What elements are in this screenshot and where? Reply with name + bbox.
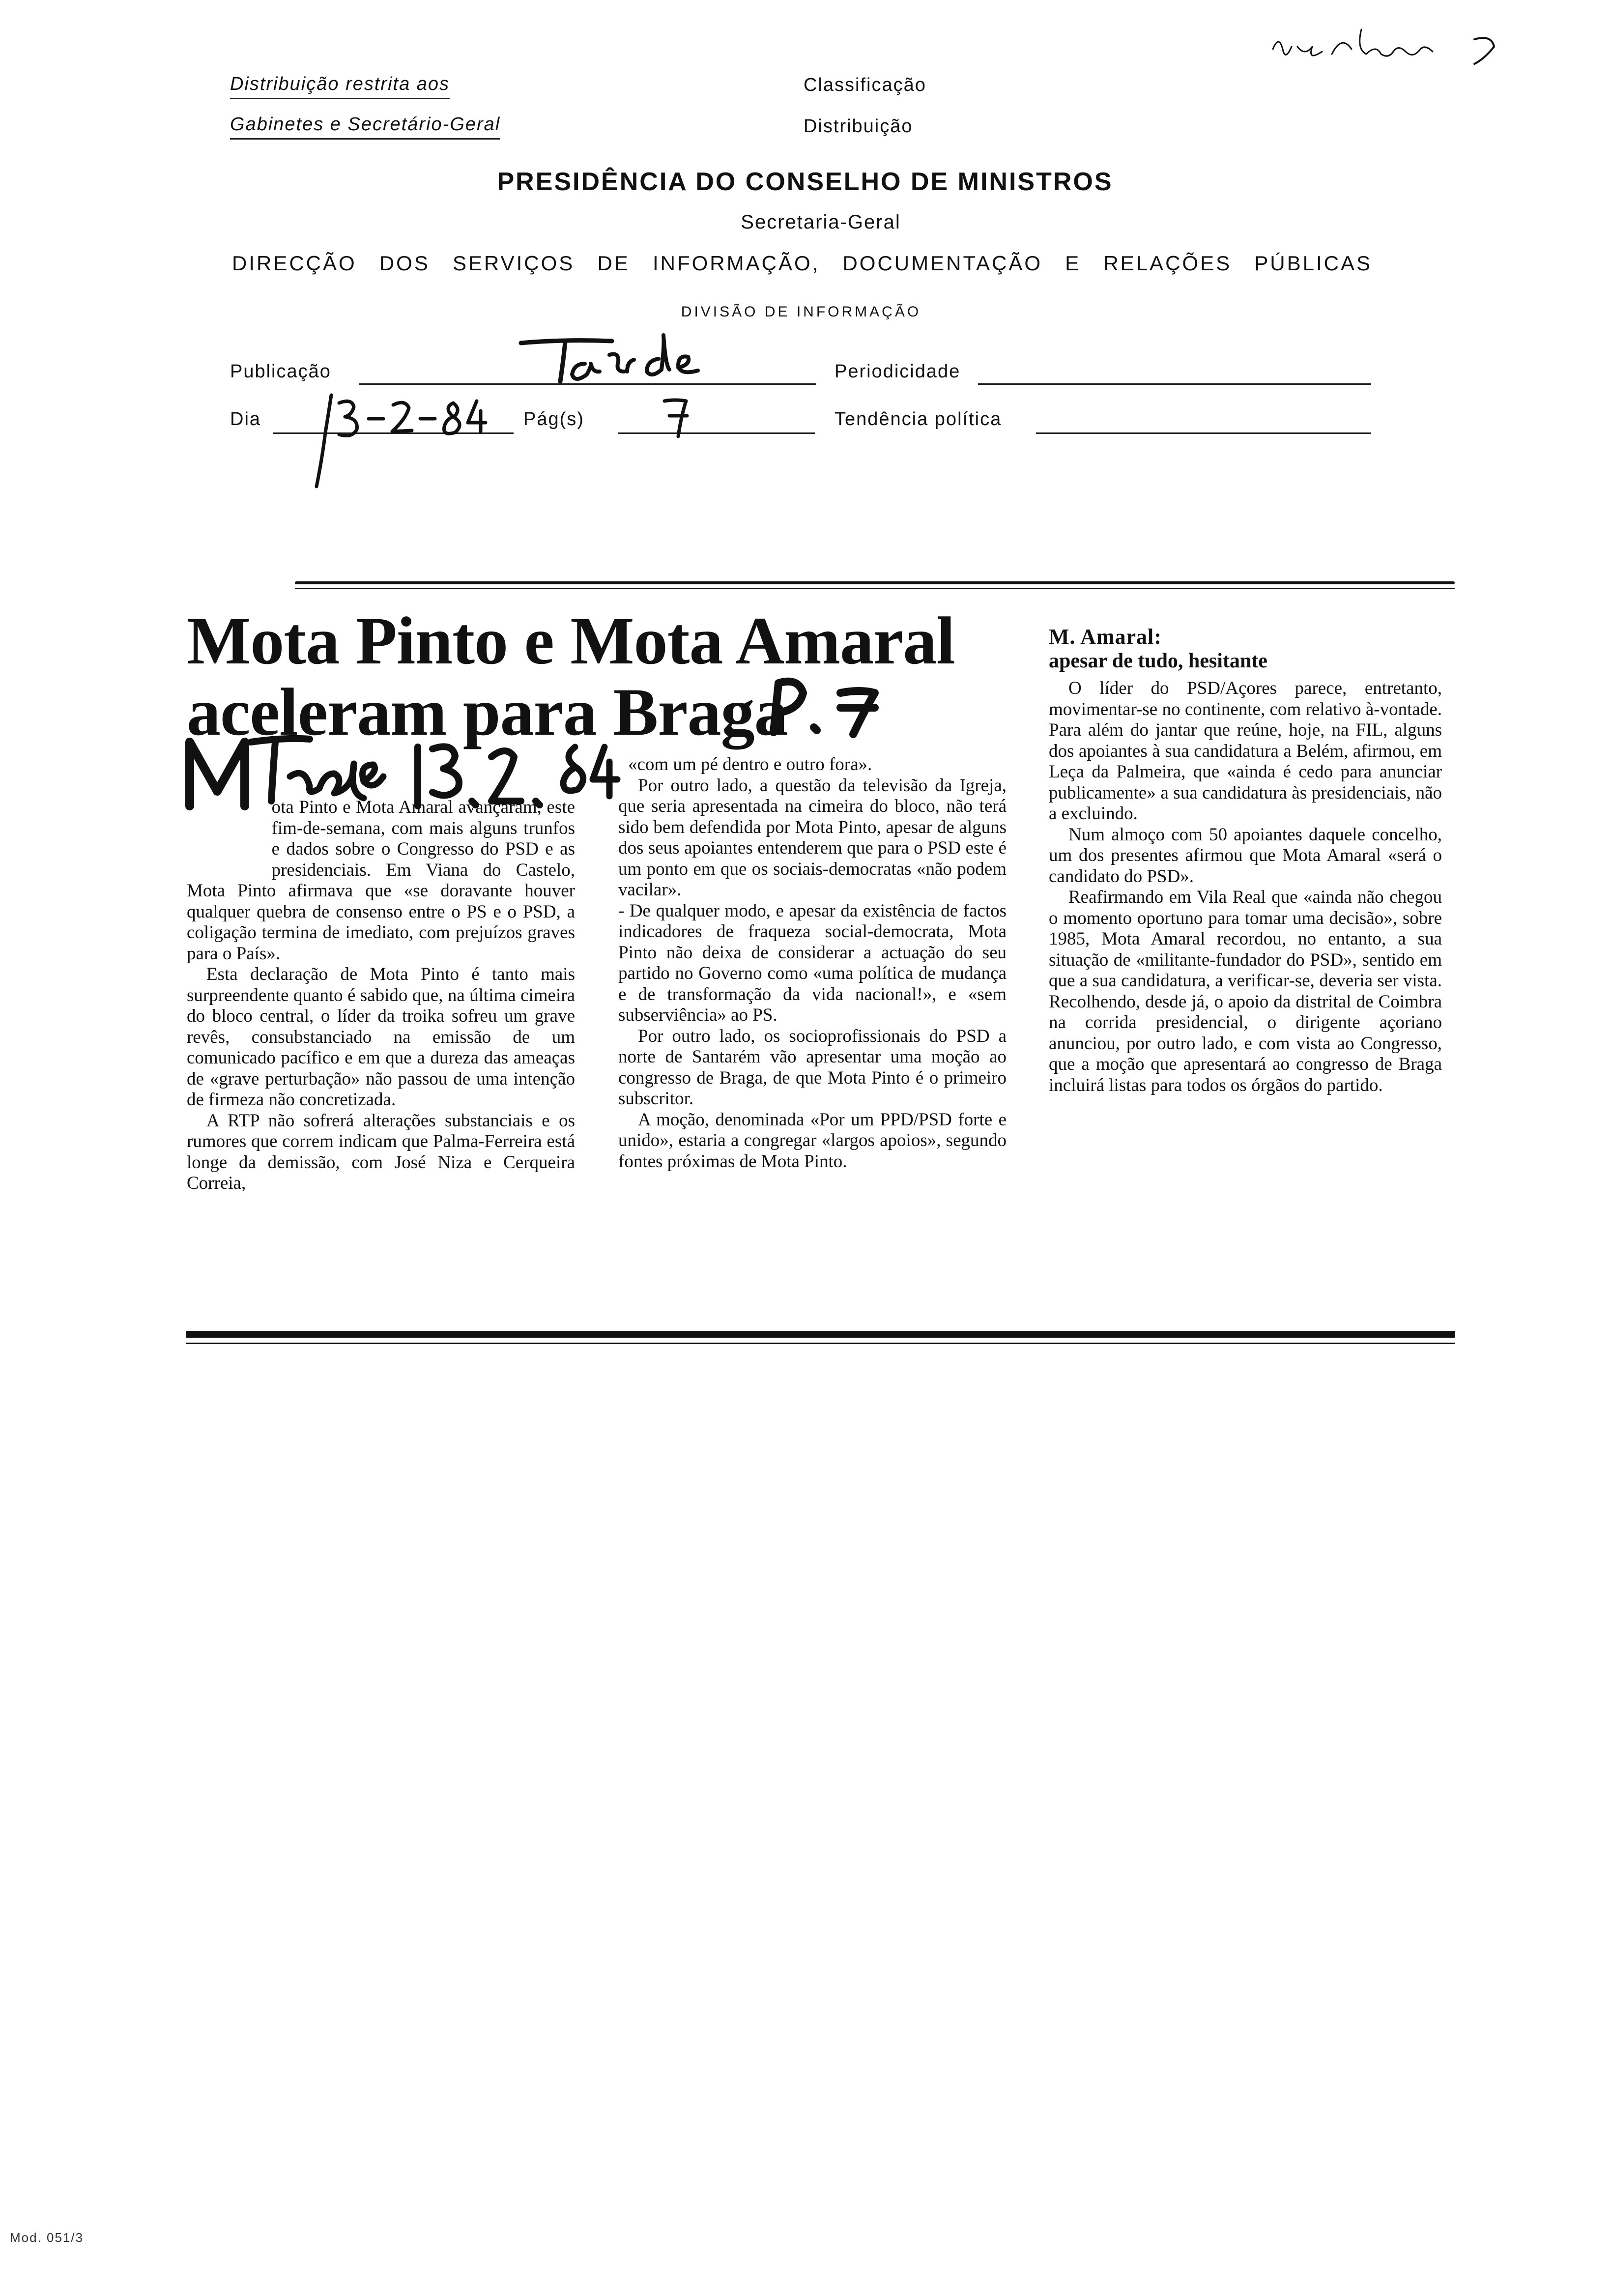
tendency-label: Tendência política bbox=[835, 409, 1002, 430]
distribution-recipients-line bbox=[230, 114, 500, 140]
col1-paragraph-2: Esta declaração de Mota Pinto é tanto mais surpreendente quanto é sabido que, na última cimeira do bloco central, o líder da troika sofreu um grave revês, consubstanciado na emissão de um comunicado pacífico e em que a dureza das ameaças de «grave perturbação» não passou de uma intenção de firmeza não concretizada. bbox=[187, 964, 575, 1110]
col1-paragraph-1-text: ota Pinto e Mota Amaral avançaram, este fim-de-semana, com mais alguns trunfos e dados sobre o Congresso do PSD e as presidenciais. Em Viana do Castelo, Mota Pinto afirmava que «se doravante houver qualquer quebra de consenso entre o PS e o PSD, a coligação termina de imediato, com prejuízos graves para o País». bbox=[187, 797, 575, 964]
distribution-label: Distribuição bbox=[804, 116, 913, 137]
col1-paragraph-3: A RTP não sofrerá alterações substanciais e os rumores que correm indicam que Palma-Ferreira está longe da demissão, com José Niza e Cerqueira Correia, bbox=[187, 1110, 575, 1193]
handwritten-annotation-top-right bbox=[1268, 20, 1524, 88]
col1-paragraph-1 bbox=[187, 797, 575, 964]
publication-handwritten-value bbox=[511, 324, 737, 388]
division-title bbox=[0, 304, 1612, 320]
pages-label: Pág(s) bbox=[523, 409, 584, 430]
periodicity-line bbox=[978, 383, 1371, 385]
periodicity-label: Periodicidade bbox=[835, 361, 961, 382]
col3-subhead-title: apesar de tudo, hesitante bbox=[1049, 649, 1267, 672]
col2-paragraph-5: A moção, denominada «Por um PPD/PSD forte e unido», estaria a congregar «largos apoios», segundo fontes próximas de Mota Pinto. bbox=[618, 1109, 1007, 1172]
pages-handwritten-value bbox=[659, 393, 698, 442]
article-top-rule bbox=[295, 581, 1455, 584]
institution-title-text: PRESIDÊNCIA DO CONSELHO DE MINISTROS bbox=[497, 168, 1113, 196]
secretariat-title-text: Secretaria-Geral bbox=[741, 211, 901, 233]
day-label: Dia bbox=[230, 409, 261, 430]
classification-label: Classificação bbox=[804, 75, 926, 95]
distribution-restricted-line bbox=[230, 74, 450, 99]
col3-paragraph-2: Num almoço com 50 apoiantes daquele concelho, um dos presentes afirmou que Mota Amaral «será o candidato do PSD». bbox=[1049, 824, 1442, 887]
col2-paragraph-3: - De qualquer modo, e apesar da existência de factos indicadores de fraqueza social-democrata, Mota Pinto não deixa de considerar a actuação do seu partido no Governo como «uma política de mudança e de transformação da vida nacional!», e «sem subserviência» ao PS. bbox=[618, 900, 1007, 1025]
secretariat-title bbox=[0, 211, 1612, 233]
distribution-line1-text: Distribuição restrita aos bbox=[230, 74, 450, 94]
col2-paragraph-2: Por outro lado, a questão da televisão da Igreja, que seria apresentada na cimeira do bloco, não terá sido bem defendida por Mota Pinto, apesar de alguns dos seus apoiantes entenderem que para o PSD este é um ponto em que os sociais-democratas «não podem vacilar». bbox=[618, 775, 1007, 900]
col3-paragraph-1: O líder do PSD/Açores parece, entretanto, movimentar-se no continente, com relativo à-vontade. Para além do jantar que reúne, hoje, na FIL, alguns dos apoiantes à sua candidatura a Belém, afirmou, em Leça da Palmeira, que «ainda é cedo para anunciar publicamente» a sua candidatura às presidenciais, não a excluindo. bbox=[1049, 678, 1442, 824]
col2-paragraph-1: «com um pé dentro e outro fora». bbox=[628, 754, 872, 775]
directorate-line: DIRECÇÃO DOS SERVIÇOS DE INFORMAÇÃO, DOCUMENTAÇÃO E RELAÇÕES PÚBLICAS bbox=[232, 252, 1372, 275]
col3-paragraph-3: Reafirmando em Vila Real que «ainda não chegou o momento oportuno para tomar uma decisão», sobre 1985, Mota Amaral recordou, no entanto, a sua situação de «militante-fundador do PSD», sentido em que a sua candidatura, a verificar-se, deveria ser vista. Recolhendo, desde já, o apoio da distrital de Coimbra na corrida presidencial, o dirigente açoriano anunciou, por outro lado, e com vista ao Congresso, que a moção que apresentará ao congresso de Braga incluirá listas para todos os órgãos do partido. bbox=[1049, 887, 1442, 1095]
pages-line bbox=[618, 432, 815, 434]
article-column-2 bbox=[618, 754, 1007, 1172]
article-top-rule-thin bbox=[295, 588, 1455, 589]
col2-paragraph-4: Por outro lado, os socioprofissionais do PSD a norte de Santarém vão apresentar uma moção ao congresso de Braga, de que Mota Pinto é o primeiro subscritor. bbox=[618, 1026, 1007, 1109]
tendency-line bbox=[1036, 432, 1371, 434]
publication-label: Publicação bbox=[230, 361, 331, 382]
institution-title bbox=[0, 167, 1612, 197]
article-headline-line1: Mota Pinto e Mota Amaral bbox=[187, 603, 955, 678]
col3-subhead-name: M. Amaral: bbox=[1049, 625, 1162, 649]
distribution-line2-text: Gabinetes e Secretário-Geral bbox=[230, 114, 501, 135]
article-headline-line2: aceleram para Braga bbox=[187, 674, 788, 749]
article-column-1 bbox=[187, 797, 575, 1194]
day-handwritten-value bbox=[310, 388, 516, 491]
form-code: Mod. 051/3 bbox=[10, 2230, 84, 2245]
article-bottom-rule-thin bbox=[186, 1343, 1455, 1344]
headline-handwritten-page-mark bbox=[767, 673, 894, 747]
division-title-text: DIVISÃO DE INFORMAÇÃO bbox=[681, 304, 921, 320]
article-bottom-rule bbox=[186, 1331, 1455, 1338]
article-column-3 bbox=[1049, 627, 1442, 1096]
